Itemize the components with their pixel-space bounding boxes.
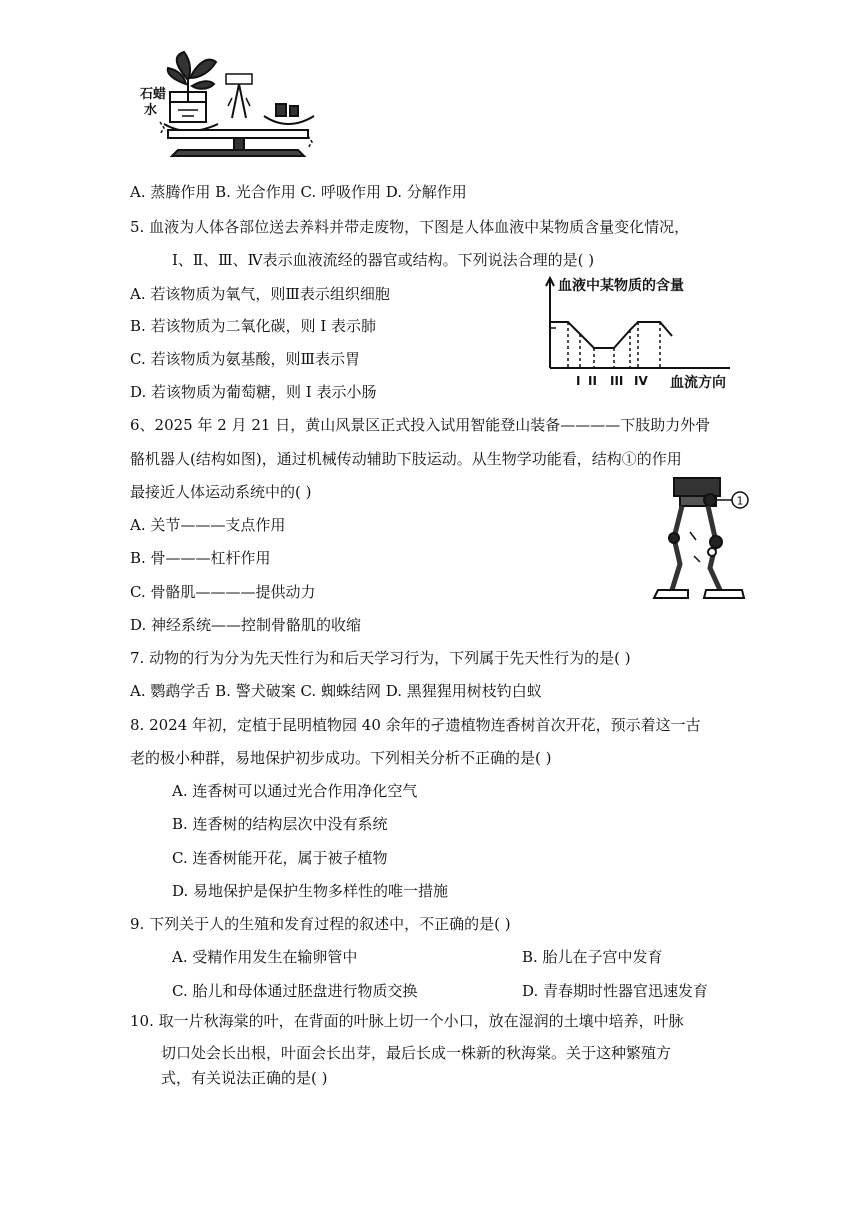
q8-stem-line1: 8. 2024 年初，定植于昆明植物园 40 余年的孑遗植物连香树首次开花，预示着这一古 xyxy=(130,716,701,734)
q6-stem-line1: 6、2025 年 2 月 21 日，黄山风景区正式投入试用智能登山装备————下肢助力外骨 xyxy=(130,416,711,434)
q6-option-d: D. 神经系统——控制骨骼肌的收缩 xyxy=(130,616,362,634)
q8-option-a: A. 连香树可以通过光合作用净化空气 xyxy=(172,782,418,800)
q9-option-b: B. 胎儿在子宫中发育 xyxy=(522,948,663,966)
q9-stem: 9. 下列关于人的生殖和发育过程的叙述中，不正确的是( ) xyxy=(130,915,511,933)
q10-stem-line1: 10. 取一片秋海棠的叶，在背面的叶脉上切一个小口，放在湿润的土壤中培养，叶脉 xyxy=(130,1012,684,1030)
q5-option-c: C. 若该物质为氨基酸，则Ⅲ表示胃 xyxy=(130,350,360,368)
q8-option-c: C. 连香树能开花，属于被子植物 xyxy=(172,849,388,867)
q5-option-a: A. 若该物质为氧气，则Ⅲ表示组织细胞 xyxy=(130,285,390,303)
tick-label-1: I xyxy=(576,374,581,388)
q6-option-b: B. 骨———杠杆作用 xyxy=(130,549,271,567)
q9-option-d: D. 青春期时性器官迅速发育 xyxy=(522,982,709,1000)
q5-stem-line1: 5. 血液为人体各部位送去养料并带走废物，下图是人体血液中某物质含量变化情况， xyxy=(130,218,690,236)
q6-option-a: A. 关节———支点作用 xyxy=(130,516,286,534)
paraffin-label: 石蜡 xyxy=(140,87,167,102)
q9-option-a: A. 受精作用发生在输卵管中 xyxy=(172,948,358,966)
q6-option-c: C. 骨骼肌————提供动力 xyxy=(130,583,316,601)
q10-stem-line3: 式，有关说法正确的是( ) xyxy=(161,1069,328,1087)
q7-stem: 7. 动物的行为分为先天性行为和后天学习行为，下列属于先天性行为的是( ) xyxy=(130,649,631,667)
q9-option-c: C. 胎儿和母体通过胚盘进行物质交换 xyxy=(172,982,418,1000)
q5-option-b: B. 若该物质为二氧化碳，则 I 表示肺 xyxy=(130,317,377,335)
blood-content-chart xyxy=(538,272,738,394)
chart-xlabel: 血流方向 xyxy=(670,375,726,391)
q6-stem-line2: 骼机器人(结构如图)，通过机械传动辅助下肢运动。从生物学功能看，结构①的作用 xyxy=(130,450,682,468)
tick-label-3: III xyxy=(610,374,624,388)
q5-stem-line2: Ⅰ、Ⅱ、Ⅲ、Ⅳ表示血液流经的器官或结构。下列说法合理的是( ) xyxy=(172,251,595,269)
q8-stem-line2: 老的极小种群，易地保护初步成功。下列相关分析不正确的是( ) xyxy=(130,749,552,767)
q8-option-b: B. 连香树的结构层次中没有系统 xyxy=(172,815,388,833)
chart-ylabel: 血液中某物质的含量 xyxy=(558,278,684,294)
q6-stem-line3: 最接近人体运动系统中的( ) xyxy=(130,483,312,501)
q5-option-d: D. 若该物质为葡萄糖，则 I 表示小肠 xyxy=(130,383,377,401)
q4-options: A. 蒸腾作用 B. 光合作用 C. 呼吸作用 D. 分解作用 xyxy=(130,183,467,201)
q7-options: A. 鹦鹉学舌 B. 警犬破案 C. 蜘蛛结网 D. 黑猩猩用树枝钓白蚁 xyxy=(130,682,542,700)
balance-plant-figure xyxy=(138,44,318,162)
tick-label-4: IV xyxy=(634,374,648,388)
svg-text:水: 水 xyxy=(144,103,158,118)
q10-stem-line2: 切口处会长出根，叶面会长出芽，最后长成一株新的秋海棠。关于这种繁殖方 xyxy=(161,1044,672,1062)
marker-1: 1 xyxy=(736,494,744,508)
exoskeleton-robot-figure xyxy=(644,472,764,604)
q8-option-d: D. 易地保护是保护生物多样性的唯一措施 xyxy=(172,882,449,900)
tick-label-2: II xyxy=(588,374,597,388)
